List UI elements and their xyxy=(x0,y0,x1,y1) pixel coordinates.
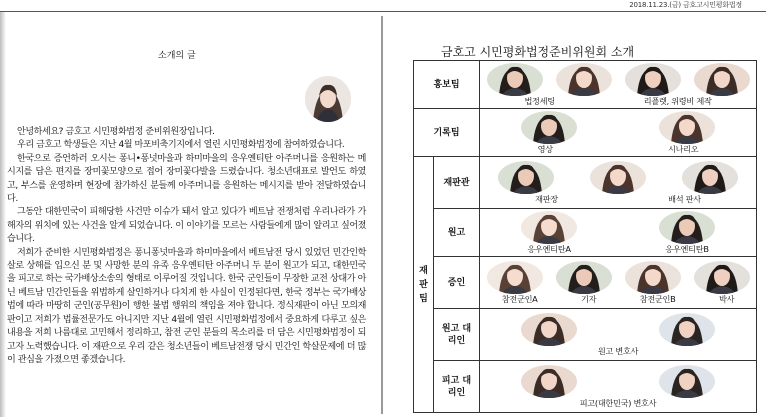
member-photo-icon xyxy=(625,261,681,294)
member-roles xyxy=(480,144,756,155)
team-label: 증인 xyxy=(434,257,480,309)
member-role-label: 응우옌티탄B xyxy=(665,244,709,254)
member-role-label: 원고 변호사 xyxy=(597,346,639,356)
member-photo-icon xyxy=(694,261,750,294)
team-members xyxy=(480,157,757,209)
intro-paragraph: 안녕하세요? 금호고 시민평화법정 준비위원장입니다. xyxy=(17,127,215,137)
team-label: 재판관 xyxy=(434,157,480,209)
member-photos xyxy=(480,312,756,346)
team-members xyxy=(480,309,757,361)
intro-paragraph: 저희가 준비한 시민평화법정은 퐁니퐁넛마을과 하미마을에서 베트남전 당시 있었던 민간인학살로 상해를 입으신 분 및 사망한 분의 유족 응우옌티탄 아주머니 두 분이 원고가 되고, 대한민국을 피고로 하는 국가배상소송의 형태로 이루어질 것입니다. 한국 군인들이 무장한 교전 상대가 아닌 베트남 민간인들을 위법하게 살인하거나 다치게 한 사실이 인정된다면, 한국 정부는 국가배상법에 따라 마땅히 군인(공무원)이 행한 불법 행위의 책임을 져야 합니다. 정식재판이 아닌 모의재판이고 저희가 법률전문가도 아니지만 지난 4월에 열린 시민평화법정에서 중요하게 다루고 싶은 내용을 저희 나름대로 고민해서 정리하고, 참전 군인 분들의 목소리를 더 담은 시민평화법정이 되고자 노력했습니다. 이 재판으로 우리 같은 청소년들이 베트남전쟁 당시 민간인 학살문제에 더 많이 관심을 가졌으면 좋겠습니다. xyxy=(7,247,366,365)
team-label: 원고 대리인 xyxy=(434,309,480,361)
member-role-label: 응우옌티탄A xyxy=(527,244,571,254)
person-photo-icon xyxy=(305,76,351,122)
team-members xyxy=(480,257,757,309)
intro-body xyxy=(7,126,366,367)
member-photo-icon xyxy=(487,63,543,96)
member-photo-icon xyxy=(556,261,612,294)
member-photo-icon xyxy=(682,161,738,194)
member-role-label: 피고(대한민국) 변호사 xyxy=(579,398,657,408)
member-role-label: 재판장 xyxy=(535,194,558,204)
member-photo-icon xyxy=(498,161,554,194)
member-role-label: 기자 xyxy=(581,294,597,304)
member-photo-icon xyxy=(694,63,750,96)
page-divider xyxy=(381,16,383,414)
member-role-label: 리플렛, 위령비 제작 xyxy=(643,96,712,106)
member-photos xyxy=(480,160,756,194)
team-members xyxy=(480,61,757,109)
team-members xyxy=(480,361,757,413)
header-date: 2018.11.23.(금) 금호고시민평화법정 xyxy=(629,1,742,9)
team-label: 피고 대리인 xyxy=(434,361,480,413)
member-role-label: 박사 xyxy=(718,294,735,304)
author-avatar xyxy=(305,76,351,122)
trial-team-label xyxy=(414,157,434,413)
member-photos xyxy=(480,110,756,144)
intro-paragraph: 그동안 대한민국이 피해당한 사건만 이슈가 돼서 알고 있다가 베트남 전쟁처럼 우리나라가 가해자의 위치에 있는 사건을 알게 되었습니다. 이 이야기를 모르는 사람들에게 많이 알리고 싶어졌습니다. xyxy=(7,207,366,245)
intro-title: 소개의 글 xyxy=(158,51,196,61)
member-roles xyxy=(480,194,756,205)
intro-paragraph: 우리 금호고 학생들은 지난 4월 마포비축기지에서 열린 시민평화법정에 참여하였습니다. xyxy=(17,140,345,151)
member-roles xyxy=(480,96,756,107)
intro-paragraph: 한국으로 증언하러 오시는 퐁니•퐁넛마을과 하미마을의 응우옌티탄 아주머니를 응원하는 메시지를 담은 편지를 장미꽃모양으로 접어 장미꽃다발을 드렸습니다. 청소년대표로 발언도 하였고, 부스를 운영하며 현장에 참가하신 분들께 아주머니를 응원하는 메시지를 받아 전달하였습니다. xyxy=(7,153,366,205)
team-label: 원고 xyxy=(434,209,480,257)
team-members xyxy=(480,209,757,257)
member-role-label: 배석 판사 xyxy=(668,194,701,204)
member-photos xyxy=(480,210,756,244)
member-photo-icon xyxy=(521,365,577,398)
member-role-label: 참전군인A xyxy=(501,294,538,304)
member-roles xyxy=(480,294,756,305)
team-members xyxy=(480,109,757,157)
team-label: 기록팀 xyxy=(414,109,480,157)
member-photos xyxy=(480,364,756,398)
member-photo-icon xyxy=(659,313,715,346)
member-photos xyxy=(480,260,756,294)
member-roles xyxy=(480,346,756,357)
committee-title: 금호고 시민평화법정준비위원회 소개 xyxy=(441,45,635,59)
member-photos xyxy=(480,62,756,96)
member-photo-icon xyxy=(521,211,577,244)
member-photo-icon xyxy=(659,365,715,398)
member-roles xyxy=(480,398,756,409)
member-roles xyxy=(480,244,756,255)
member-photo-icon xyxy=(659,111,715,144)
member-photo-icon xyxy=(625,63,681,96)
team-label: 홍보팀 xyxy=(414,61,480,109)
page-shadow xyxy=(0,12,6,417)
member-role-label: 참전군인B xyxy=(639,294,676,304)
member-photo-icon xyxy=(590,161,646,194)
member-role-label: 법정세팅 xyxy=(524,96,555,106)
member-photo-icon xyxy=(487,261,543,294)
trial-team-label-text: 재판팀 xyxy=(419,265,428,304)
member-photo-icon xyxy=(556,63,612,96)
member-photo-icon xyxy=(659,211,715,244)
member-role-label: 시나리오 xyxy=(667,144,699,154)
header-rule xyxy=(0,11,766,12)
member-photo-icon xyxy=(521,111,577,144)
committee-table xyxy=(413,60,757,413)
member-photo-icon xyxy=(521,313,577,346)
member-role-label: 영상 xyxy=(537,144,553,154)
